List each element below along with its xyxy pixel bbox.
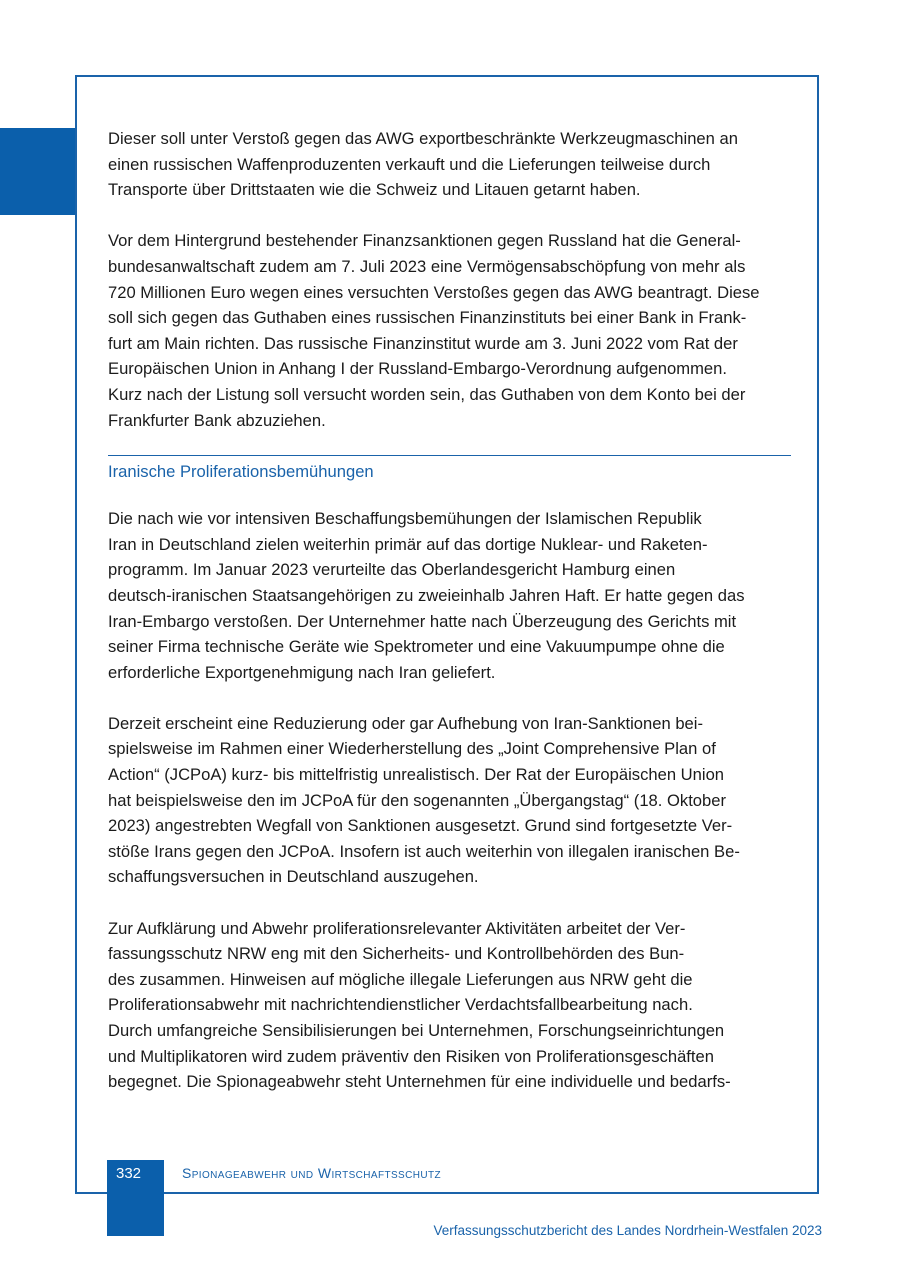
page-number: 332 bbox=[115, 1165, 142, 1182]
running-section-title: Spionageabwehr und Wirtschaftsschutz bbox=[182, 1165, 442, 1181]
main-text bbox=[108, 126, 793, 1095]
paragraph-3: Die nach wie vor intensiven Beschaffungsbemühungen der Islamischen Republik Iran in Deutschland zielen weiterhin primär auf das dortige Nuklear- und Raketen- programm. Im Januar 2023 verurteilte das Oberlandesgericht Hamburg einen deutsch-iranischen Staatsangehörigen zu zweieinhalb Jahren Haft. Er hatte gegen das Iran-Embargo verstoßen. Der Unternehmer hatte nach Überzeugung des Gerichts mit seiner Firma technische Geräte wie Spektrometer und eine Vakuumpumpe ohne die erforderliche Exportgenehmigung nach Iran geliefert. bbox=[108, 509, 745, 682]
paragraph-2: Vor dem Hintergrund bestehender Finanzsanktionen gegen Russland hat die General- bundesanwaltschaft zudem am 7. Juli 2023 eine Vermögensabschöpfung von mehr als 720 Millionen Euro wegen eines versuchten Verstoßes gegen das AWG beantragt. Diese soll sich gegen das Guthaben eines russischen Finanzinstituts bei einer Bank in Frank- furt am Main richten. Das russische Finanzinstitut wurde am 3. Juni 2022 vom Rat der Europäischen Union in Anhang I der Russland-Embargo-Verordnung aufgenommen. Kurz nach der Listung soll versucht worden sein, das Guthaben von dem Konto bei der Frankfurter Bank abzuziehen. bbox=[108, 231, 760, 430]
chapter-side-tab bbox=[0, 128, 77, 215]
report-title: Verfassungsschutzbericht des Landes Nordrhein-Westfalen 2023 bbox=[433, 1223, 822, 1238]
paragraph-1: Dieser soll unter Verstoß gegen das AWG exportbeschränkte Werkzeugmaschinen an einen russischen Waffenproduzenten verkauft und die Lieferungen teilweise durch Transporte über Drittstaaten wie die Schweiz und Litauen getarnt haben. bbox=[108, 129, 738, 200]
page-number-box bbox=[107, 1160, 164, 1236]
paragraph-4: Derzeit erscheint eine Reduzierung oder gar Aufhebung von Iran-Sanktionen bei- spielsweise im Rahmen einer Wiederherstellung des „Joint Comprehensive Plan of Action“ (JCPoA) kurz- bis mittelfristig unrealistisch. Der Rat der Europäischen Union hat beispielsweise den im JCPoA für den sogenannten „Übergangstag“ (18. Oktober 2023) angestrebten Wegfall von Sanktionen ausgesetzt. Grund sind fortgesetzte Ver- stöße Irans gegen den JCPoA. Insofern ist auch weiterhin von illegalen iranischen Be- schaffungsversuchen in Deutschland auszugehen. bbox=[108, 713, 740, 887]
paragraph-5: Zur Aufklärung und Abwehr proliferationsrelevanter Aktivitäten arbeitet der Ver- fassungsschutz NRW eng mit den Sicherheits- und Kontrollbehörden des Bun- des zusammen. Hinweisen auf mögliche illegale Lieferungen aus NRW geht die Proliferationsabwehr mit nachrichtendienstlicher Verdachtsfallbearbeitung nach. Durch umfangreiche Sensibilisierungen bei Unternehmen, Forschungseinrichtungen und Multiplikatoren wird zudem präventiv den Risiken von Proliferationsgeschäften begegnet. Die Spionageabwehr steht Unternehmen für eine individuelle und bedarfs- bbox=[108, 918, 731, 1092]
section-divider bbox=[108, 455, 791, 456]
section-subheading: Iranische Proliferationsbemühungen bbox=[108, 462, 374, 482]
